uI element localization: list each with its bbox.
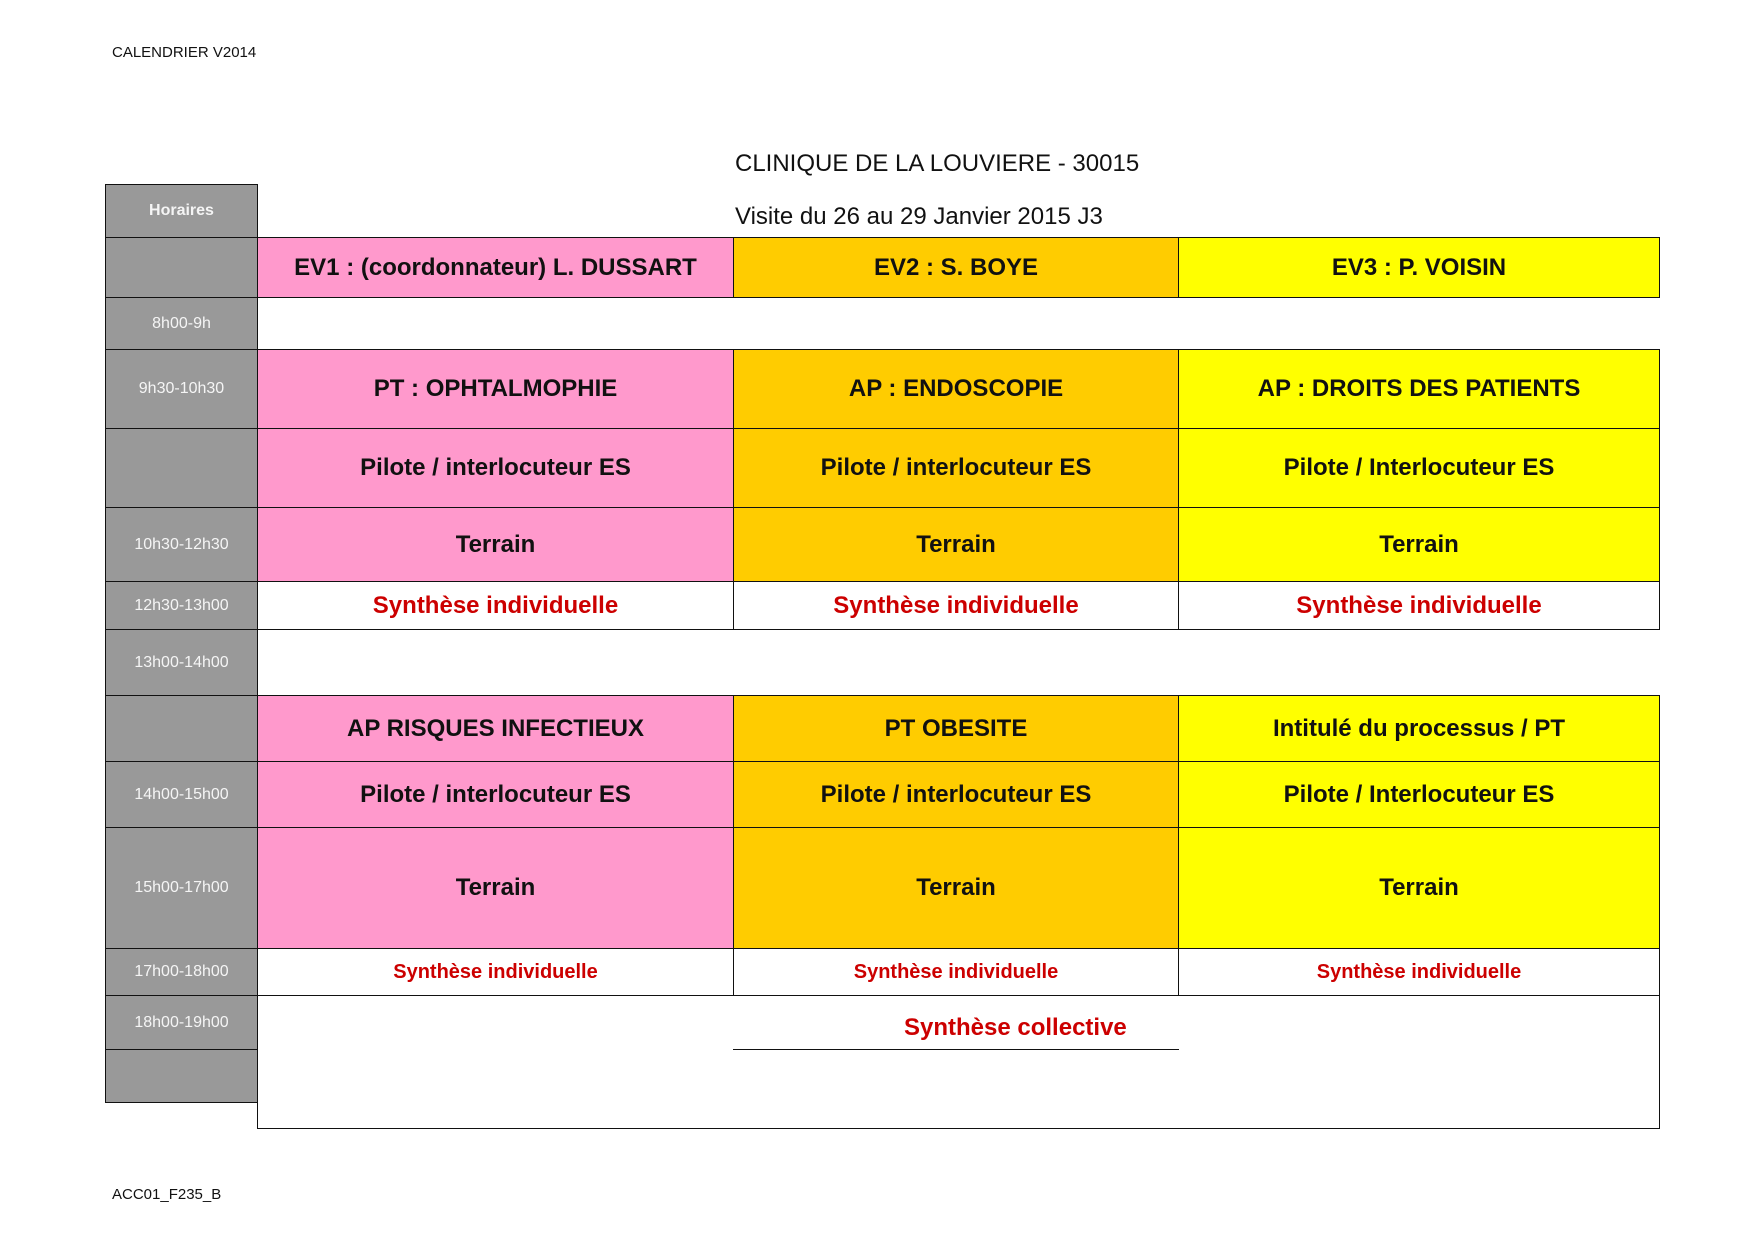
time-slot: 9h30-10h30 <box>105 349 258 429</box>
collective-synthesis-label: Synthèse collective <box>904 1014 1127 1041</box>
visit-subtitle: Visite du 26 au 29 Janvier 2015 J3 <box>735 203 1103 230</box>
time-slot-blank <box>105 428 258 508</box>
morning-terrain-ev3: Terrain <box>1178 507 1660 582</box>
time-slot-blank <box>105 695 258 762</box>
morning-synthesis-ev3: Synthèse individuelle <box>1178 581 1660 630</box>
morning-synthesis-ev2: Synthèse individuelle <box>733 581 1179 630</box>
morning-pilot-ev2: Pilote / interlocuteur ES <box>733 428 1179 508</box>
time-slot-blank <box>105 237 258 298</box>
times-heading: Horaires <box>105 184 258 238</box>
morning-pilot-ev1: Pilote / interlocuteur ES <box>257 428 734 508</box>
afternoon-process-ev1: AP RISQUES INFECTIEUX <box>257 695 734 762</box>
clinic-title: CLINIQUE DE LA LOUVIERE - 30015 <box>735 150 1140 177</box>
morning-terrain-ev1: Terrain <box>257 507 734 582</box>
evaluator-1-header: EV1 : (coordonnateur) L. DUSSART <box>257 237 734 298</box>
afternoon-terrain-ev3: Terrain <box>1178 827 1660 949</box>
time-slot-blank <box>105 1049 258 1103</box>
time-slot: 12h30-13h00 <box>105 581 258 630</box>
morning-process-ev2: AP : ENDOSCOPIE <box>733 349 1179 429</box>
afternoon-terrain-ev2: Terrain <box>733 827 1179 949</box>
morning-process-ev3: AP : DROITS DES PATIENTS <box>1178 349 1660 429</box>
footer-code: ACC01_F235_B <box>112 1186 222 1203</box>
time-slot: 17h00-18h00 <box>105 948 258 996</box>
morning-process-ev1: PT : OPHTALMOPHIE <box>257 349 734 429</box>
evaluator-2-header: EV2 : S. BOYE <box>733 237 1179 298</box>
time-slot: 18h00-19h00 <box>105 995 258 1050</box>
time-slot: 8h00-9h <box>105 297 258 350</box>
time-slot: 14h00-15h00 <box>105 761 258 828</box>
collective-underline <box>733 1049 1179 1050</box>
time-slot: 15h00-17h00 <box>105 827 258 949</box>
time-slot: 13h00-14h00 <box>105 629 258 696</box>
time-slot: 10h30-12h30 <box>105 507 258 582</box>
afternoon-synthesis-ev1: Synthèse individuelle <box>257 948 734 996</box>
afternoon-terrain-ev1: Terrain <box>257 827 734 949</box>
afternoon-pilot-ev3: Pilote / Interlocuteur ES <box>1178 761 1660 828</box>
morning-pilot-ev3: Pilote / Interlocuteur ES <box>1178 428 1660 508</box>
afternoon-process-ev2: PT OBESITE <box>733 695 1179 762</box>
morning-synthesis-ev1: Synthèse individuelle <box>257 581 734 630</box>
afternoon-process-ev3: Intitulé du processus / PT <box>1178 695 1660 762</box>
afternoon-synthesis-ev2: Synthèse individuelle <box>733 948 1179 996</box>
morning-terrain-ev2: Terrain <box>733 507 1179 582</box>
afternoon-pilot-ev1: Pilote / interlocuteur ES <box>257 761 734 828</box>
afternoon-pilot-ev2: Pilote / interlocuteur ES <box>733 761 1179 828</box>
evaluator-3-header: EV3 : P. VOISIN <box>1178 237 1660 298</box>
calendar-version: CALENDRIER V2014 <box>112 44 257 61</box>
afternoon-synthesis-ev3: Synthèse individuelle <box>1178 948 1660 996</box>
